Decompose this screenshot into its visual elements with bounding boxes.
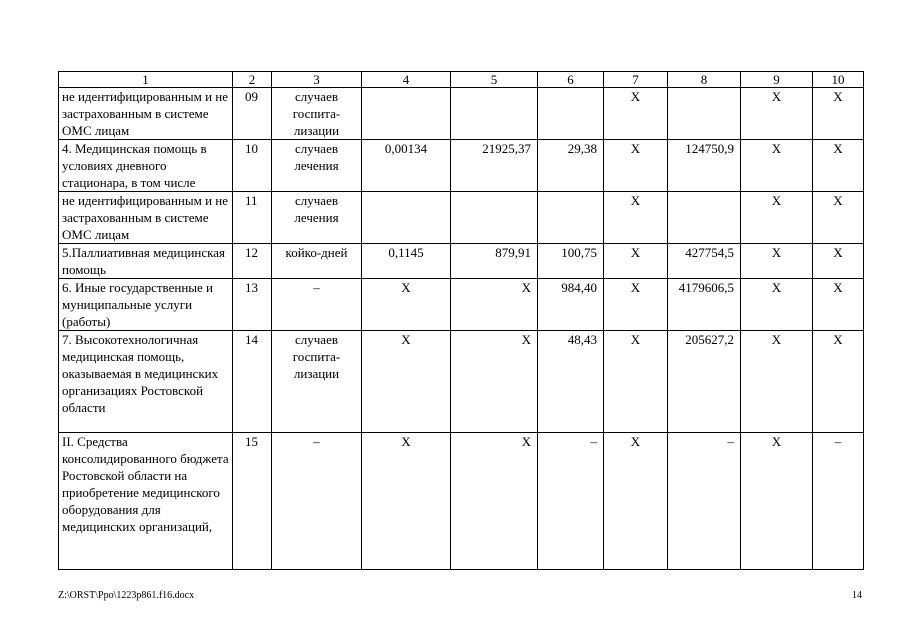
col10-cell: Х — [813, 331, 864, 433]
col9-cell: Х — [741, 331, 813, 433]
col7-cell: Х — [604, 244, 668, 279]
col9-cell: Х — [741, 192, 813, 244]
row-unit-cell: случаев лечения — [272, 192, 362, 244]
col6-cell: 29,38 — [538, 140, 604, 192]
col9-cell: Х — [741, 140, 813, 192]
col5-cell: Х — [451, 433, 538, 570]
row-name-cell: 6. Иные государственные и муниципальные услуги (работы) — [59, 279, 233, 331]
col10-cell: Х — [813, 88, 864, 140]
col7-cell: Х — [604, 331, 668, 433]
row-code-cell: 14 — [233, 331, 272, 433]
col5-cell: Х — [451, 331, 538, 433]
row-name-cell: II. Средства консолидированного бюджета Ростовской области на приобретение медицинского оборудования для медицинских организаций, — [59, 433, 233, 570]
row-code-cell: 12 — [233, 244, 272, 279]
col8-cell: 4179606,5 — [668, 279, 741, 331]
table-row — [59, 192, 864, 244]
row-code-cell: 09 — [233, 88, 272, 140]
header-cell: 7 — [604, 72, 668, 88]
col4-cell: Х — [362, 331, 451, 433]
col8-cell: 427754,5 — [668, 244, 741, 279]
row-unit-cell: – — [272, 279, 362, 331]
table-row — [59, 279, 864, 331]
row-code-cell: 11 — [233, 192, 272, 244]
table-header-row — [59, 72, 864, 88]
header-cell: 9 — [741, 72, 813, 88]
footer-page-number: 14 — [852, 590, 862, 601]
table-body — [59, 72, 864, 570]
col5-cell: 879,91 — [451, 244, 538, 279]
col4-cell: Х — [362, 433, 451, 570]
col8-cell — [668, 88, 741, 140]
col4-cell: 0,1145 — [362, 244, 451, 279]
row-unit-cell: – — [272, 433, 362, 570]
col7-cell: Х — [604, 88, 668, 140]
table-row — [59, 244, 864, 279]
col5-cell — [451, 192, 538, 244]
col8-cell — [668, 192, 741, 244]
row-name-cell: 7. Высокотехнологичная медицинская помощь, оказываемая в медицинских организациях Ростовской области — [59, 331, 233, 433]
header-cell: 10 — [813, 72, 864, 88]
col10-cell: Х — [813, 140, 864, 192]
table-row — [59, 88, 864, 140]
footer-file-path: Z:\ORST\Ppo\1223p861.f16.docx — [58, 590, 195, 601]
header-cell: 6 — [538, 72, 604, 88]
col5-cell: Х — [451, 279, 538, 331]
header-cell: 1 — [59, 72, 233, 88]
header-cell: 5 — [451, 72, 538, 88]
header-cell: 8 — [668, 72, 741, 88]
row-code-cell: 10 — [233, 140, 272, 192]
row-unit-cell: случаев госпита-лизации — [272, 88, 362, 140]
col9-cell: Х — [741, 88, 813, 140]
header-cell: 4 — [362, 72, 451, 88]
col6-cell — [538, 88, 604, 140]
col7-cell: Х — [604, 192, 668, 244]
col7-cell: Х — [604, 433, 668, 570]
col9-cell: Х — [741, 279, 813, 331]
col10-cell: Х — [813, 192, 864, 244]
row-name-cell: не идентифицированным и не застрахованным в системе ОМС лицам — [59, 192, 233, 244]
col6-cell: 984,40 — [538, 279, 604, 331]
table-row — [59, 140, 864, 192]
col4-cell — [362, 88, 451, 140]
row-name-cell: не идентифицированным и не застрахованным в системе ОМС лицам — [59, 88, 233, 140]
col10-cell: Х — [813, 279, 864, 331]
header-cell: 2 — [233, 72, 272, 88]
col4-cell — [362, 192, 451, 244]
col5-cell: 21925,37 — [451, 140, 538, 192]
col8-cell: 205627,2 — [668, 331, 741, 433]
col7-cell: Х — [604, 140, 668, 192]
row-name-cell: 5.Паллиативная медицинская помощь — [59, 244, 233, 279]
header-cell: 3 — [272, 72, 362, 88]
col5-cell — [451, 88, 538, 140]
data-table — [58, 71, 864, 570]
col8-cell: 124750,9 — [668, 140, 741, 192]
col10-cell: Х — [813, 244, 864, 279]
row-code-cell: 13 — [233, 279, 272, 331]
col6-cell: 48,43 — [538, 331, 604, 433]
row-name-cell: 4. Медицинская помощь в условиях дневного стационара, в том числе — [59, 140, 233, 192]
col4-cell: 0,00134 — [362, 140, 451, 192]
row-unit-cell: койко-дней — [272, 244, 362, 279]
table-row — [59, 433, 864, 570]
row-unit-cell: случаев госпита-лизации — [272, 331, 362, 433]
table-row — [59, 331, 864, 433]
col9-cell: Х — [741, 244, 813, 279]
col6-cell: – — [538, 433, 604, 570]
col8-cell: – — [668, 433, 741, 570]
col6-cell: 100,75 — [538, 244, 604, 279]
row-unit-cell: случаев лечения — [272, 140, 362, 192]
col9-cell: Х — [741, 433, 813, 570]
col7-cell: Х — [604, 279, 668, 331]
col4-cell: Х — [362, 279, 451, 331]
col10-cell: – — [813, 433, 864, 570]
col6-cell — [538, 192, 604, 244]
row-code-cell: 15 — [233, 433, 272, 570]
